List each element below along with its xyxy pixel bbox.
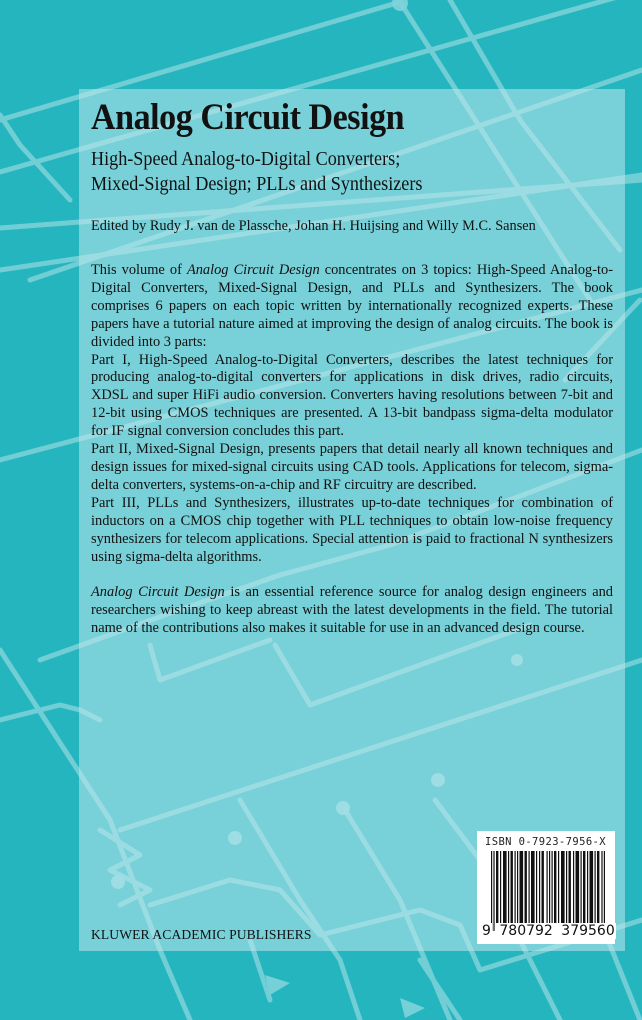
book-title-italic: Analog Circuit Design [91, 584, 225, 601]
book-title: Analog Circuit Design [91, 97, 405, 138]
isbn-number: ISBN 0-7923-7956-X [485, 836, 606, 848]
book-description [91, 262, 613, 638]
isbn-barcode [477, 831, 615, 944]
publisher-name: KLUWER ACADEMIC PUBLISHERS [91, 928, 312, 943]
editors-credit: Edited by Rudy J. van de Plassche, Johan H. Huijsing and Willy M.C. Sansen [91, 218, 536, 234]
subtitle-line-1: High-Speed Analog-to-Digital Converters; [91, 149, 401, 170]
description-intro: This volume of Analog Circuit Design concentrates on 3 topics: High-Speed Analog-to-Digital Converters, Mixed-Signal Design, and PLLs and Synthesizers. The book comprises 6 papers on each topic written by internationally recognized experts. These papers have a tutorial nature aimed at improving the design of analog circuits. The book is divided into 3 parts: [91, 262, 614, 350]
ean-left-group: 780792 [499, 923, 553, 939]
description-part-3: Part III, PLLs and Synthesizers, illustrates up-to-date techniques for combination of inductors on a CMOS chip together with PLL techniques to obtain low-noise frequency synthesizers for telecom applications. Special attention is paid to fractional N synthesizers using sigma-delta algorithms. [91, 494, 613, 565]
description-closing: Analog Circuit Design is an essential reference source for analog design engineers and researchers wishing to keep abreast with the latest developments in the field. The tutorial name of the contributions also makes it suitable for use in an advanced design course. [91, 584, 613, 637]
description-part-2: Part II, Mixed-Signal Design, presents papers that detail nearly all known techniques and design issues for mixed-signal circuits using CAD tools. Applications for telecom, sigma-delta converters, systems-on-a-chip and RF circuitry are described. [91, 441, 613, 493]
book-subtitle [91, 147, 422, 197]
subtitle-line-2: Mixed-Signal Design; PLLs and Synthesizers [91, 174, 423, 195]
ean-first-digit: 9 [482, 923, 491, 939]
ean-digits [481, 923, 616, 939]
ean-right-group: 379560 [561, 923, 615, 939]
barcode-bars-icon [491, 851, 605, 931]
description-part-1: Part I, High-Speed Analog-to-Digital Converters, describes the latest techniques for producing analog-to-digital converters for applications in disk drives, radio circuits, XDSL and super HiFi audio conversion. Converters having resolutions between 7-bit and 12-bit using CMOS techniques are presented. A 13-bit bandpass sigma-delta modulator for IF signal conversion concludes this part. [91, 351, 613, 440]
book-title-italic: Analog Circuit Design [186, 262, 320, 278]
